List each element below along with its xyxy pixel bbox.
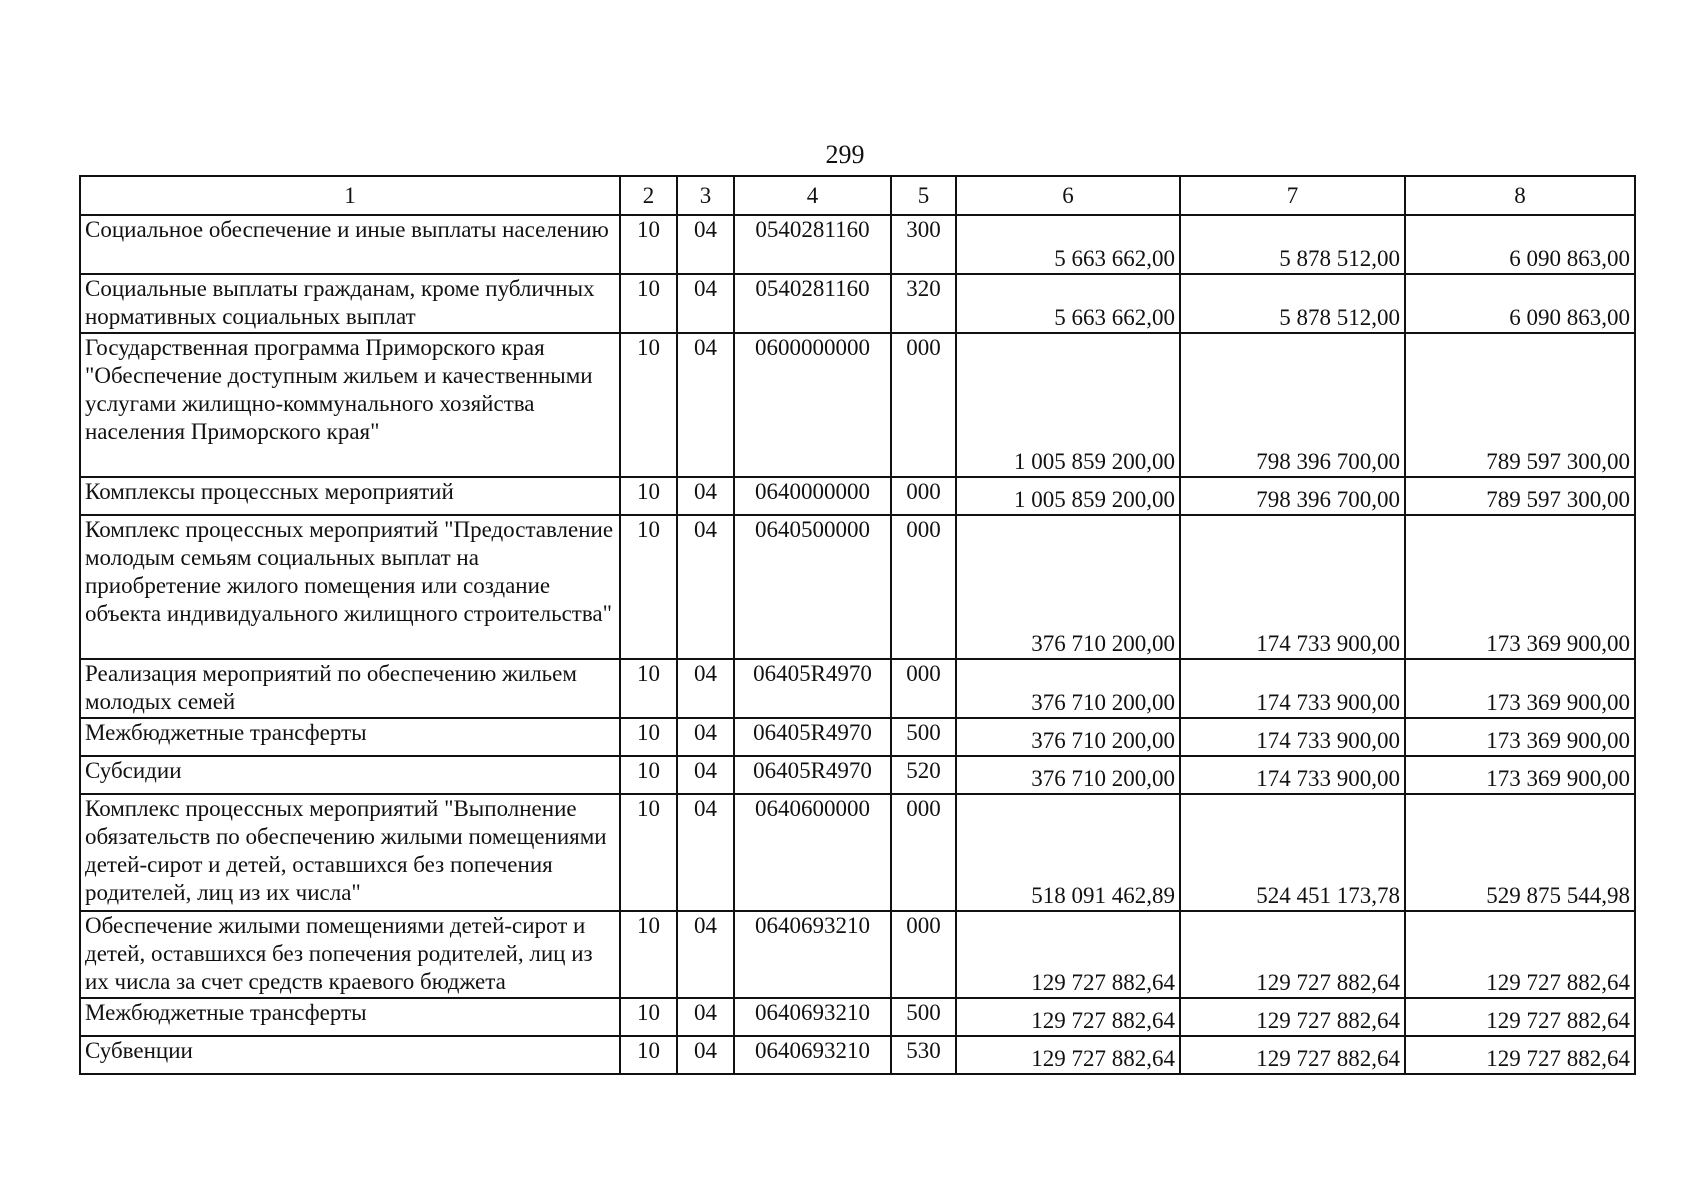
- budget-table: [79, 175, 1636, 1075]
- section-code: 10: [620, 794, 677, 911]
- amount-col-7: 5 878 512,00: [1180, 215, 1405, 274]
- amount-col-7: 129 727 882,64: [1180, 911, 1405, 998]
- amount-col-8: 789 597 300,00: [1405, 477, 1635, 515]
- amount-col-8: 529 875 544,98: [1405, 794, 1635, 911]
- expense-type-code: 530: [891, 1036, 956, 1074]
- table-row: [80, 274, 1635, 333]
- amount-col-6: 1 005 859 200,00: [956, 333, 1180, 477]
- row-name: Комплекс процессных мероприятий "Выполнение обязательств по обеспечению жилыми помещениями детей-сирот и детей, оставшихся без попечения родителей, лиц из их числа": [80, 794, 620, 911]
- table-row: [80, 718, 1635, 756]
- section-code: 10: [620, 756, 677, 794]
- column-header-7: 7: [1180, 176, 1405, 215]
- amount-col-6: 129 727 882,64: [956, 1036, 1180, 1074]
- amount-col-6: 376 710 200,00: [956, 515, 1180, 659]
- expense-type-code: 500: [891, 998, 956, 1036]
- target-article-code: 0640693210: [734, 911, 891, 998]
- subsection-code: 04: [677, 756, 734, 794]
- target-article-code: 0640693210: [734, 1036, 891, 1074]
- section-code: 10: [620, 659, 677, 718]
- amount-col-8: 789 597 300,00: [1405, 333, 1635, 477]
- table-row: [80, 659, 1635, 718]
- subsection-code: 04: [677, 998, 734, 1036]
- row-name: Комплекс процессных мероприятий "Предоставление молодым семьям социальных выплат на приобретение жилого помещения или создание объекта индивидуального жилищного строительства": [80, 515, 620, 659]
- table-row: [80, 215, 1635, 274]
- amount-col-8: 129 727 882,64: [1405, 911, 1635, 998]
- amount-col-8: 6 090 863,00: [1405, 274, 1635, 333]
- column-header-5: 5: [891, 176, 956, 215]
- target-article-code: 0640600000: [734, 794, 891, 911]
- section-code: 10: [620, 1036, 677, 1074]
- amount-col-7: 174 733 900,00: [1180, 718, 1405, 756]
- amount-col-8: 129 727 882,64: [1405, 1036, 1635, 1074]
- subsection-code: 04: [677, 1036, 734, 1074]
- amount-col-6: 518 091 462,89: [956, 794, 1180, 911]
- amount-col-8: 129 727 882,64: [1405, 998, 1635, 1036]
- expense-type-code: 000: [891, 911, 956, 998]
- row-name: Межбюджетные трансферты: [80, 718, 620, 756]
- amount-col-8: 173 369 900,00: [1405, 659, 1635, 718]
- amount-col-8: 173 369 900,00: [1405, 756, 1635, 794]
- section-code: 10: [620, 333, 677, 477]
- expense-type-code: 000: [891, 515, 956, 659]
- subsection-code: 04: [677, 274, 734, 333]
- row-name: Государственная программа Приморского края "Обеспечение доступным жильем и качественными услугами жилищно-коммунального хозяйства населения Приморского края": [80, 333, 620, 477]
- table-row: [80, 333, 1635, 477]
- target-article-code: 0640693210: [734, 998, 891, 1036]
- target-article-code: 0540281160: [734, 274, 891, 333]
- section-code: 10: [620, 515, 677, 659]
- row-name: Межбюджетные трансферты: [80, 998, 620, 1036]
- amount-col-6: 129 727 882,64: [956, 998, 1180, 1036]
- column-header-2: 2: [620, 176, 677, 215]
- amount-col-6: 376 710 200,00: [956, 718, 1180, 756]
- expense-type-code: 000: [891, 477, 956, 515]
- subsection-code: 04: [677, 659, 734, 718]
- column-header-8: 8: [1405, 176, 1635, 215]
- amount-col-7: 524 451 173,78: [1180, 794, 1405, 911]
- amount-col-6: 1 005 859 200,00: [956, 477, 1180, 515]
- table-row: [80, 756, 1635, 794]
- table-row: [80, 477, 1635, 515]
- amount-col-6: 376 710 200,00: [956, 659, 1180, 718]
- table-row: [80, 1036, 1635, 1074]
- subsection-code: 04: [677, 333, 734, 477]
- subsection-code: 04: [677, 215, 734, 274]
- amount-col-8: 6 090 863,00: [1405, 215, 1635, 274]
- amount-col-7: 174 733 900,00: [1180, 659, 1405, 718]
- subsection-code: 04: [677, 718, 734, 756]
- expense-type-code: 000: [891, 333, 956, 477]
- table-row: [80, 515, 1635, 659]
- amount-col-7: 798 396 700,00: [1180, 333, 1405, 477]
- expense-type-code: 520: [891, 756, 956, 794]
- amount-col-8: 173 369 900,00: [1405, 718, 1635, 756]
- section-code: 10: [620, 215, 677, 274]
- amount-col-7: 798 396 700,00: [1180, 477, 1405, 515]
- subsection-code: 04: [677, 477, 734, 515]
- expense-type-code: 320: [891, 274, 956, 333]
- section-code: 10: [620, 718, 677, 756]
- section-code: 10: [620, 911, 677, 998]
- section-code: 10: [620, 477, 677, 515]
- section-code: 10: [620, 274, 677, 333]
- amount-col-6: 5 663 662,00: [956, 215, 1180, 274]
- target-article-code: 0640000000: [734, 477, 891, 515]
- row-name: Субвенции: [80, 1036, 620, 1074]
- target-article-code: 06405R4970: [734, 756, 891, 794]
- row-name: Реализация мероприятий по обеспечению жильем молодых семей: [80, 659, 620, 718]
- expense-type-code: 000: [891, 659, 956, 718]
- subsection-code: 04: [677, 515, 734, 659]
- subsection-code: 04: [677, 794, 734, 911]
- amount-col-6: 129 727 882,64: [956, 911, 1180, 998]
- amount-col-7: 129 727 882,64: [1180, 998, 1405, 1036]
- amount-col-7: 5 878 512,00: [1180, 274, 1405, 333]
- column-header-6: 6: [956, 176, 1180, 215]
- target-article-code: 06405R4970: [734, 659, 891, 718]
- table-row: [80, 911, 1635, 998]
- amount-col-6: 376 710 200,00: [956, 756, 1180, 794]
- expense-type-code: 300: [891, 215, 956, 274]
- target-article-code: 0640500000: [734, 515, 891, 659]
- column-number-row: [80, 176, 1635, 215]
- table-row: [80, 998, 1635, 1036]
- column-header-4: 4: [734, 176, 891, 215]
- amount-col-7: 174 733 900,00: [1180, 515, 1405, 659]
- section-code: 10: [620, 998, 677, 1036]
- expense-type-code: 000: [891, 794, 956, 911]
- column-header-1: 1: [80, 176, 620, 215]
- target-article-code: 0540281160: [734, 215, 891, 274]
- row-name: Социальное обеспечение и иные выплаты населению: [80, 215, 620, 274]
- table-row: [80, 794, 1635, 911]
- amount-col-8: 173 369 900,00: [1405, 515, 1635, 659]
- row-name: Субсидии: [80, 756, 620, 794]
- target-article-code: 0600000000: [734, 333, 891, 477]
- amount-col-6: 5 663 662,00: [956, 274, 1180, 333]
- amount-col-7: 129 727 882,64: [1180, 1036, 1405, 1074]
- row-name: Социальные выплаты гражданам, кроме публичных нормативных социальных выплат: [80, 274, 620, 333]
- subsection-code: 04: [677, 911, 734, 998]
- column-header-3: 3: [677, 176, 734, 215]
- row-name: Обеспечение жилыми помещениями детей-сирот и детей, оставшихся без попечения родителей, лиц из их числа за счет средств краевого бюджета: [80, 911, 620, 998]
- expense-type-code: 500: [891, 718, 956, 756]
- amount-col-7: 174 733 900,00: [1180, 756, 1405, 794]
- page-number: 299: [825, 140, 865, 169]
- target-article-code: 06405R4970: [734, 718, 891, 756]
- row-name: Комплексы процессных мероприятий: [80, 477, 620, 515]
